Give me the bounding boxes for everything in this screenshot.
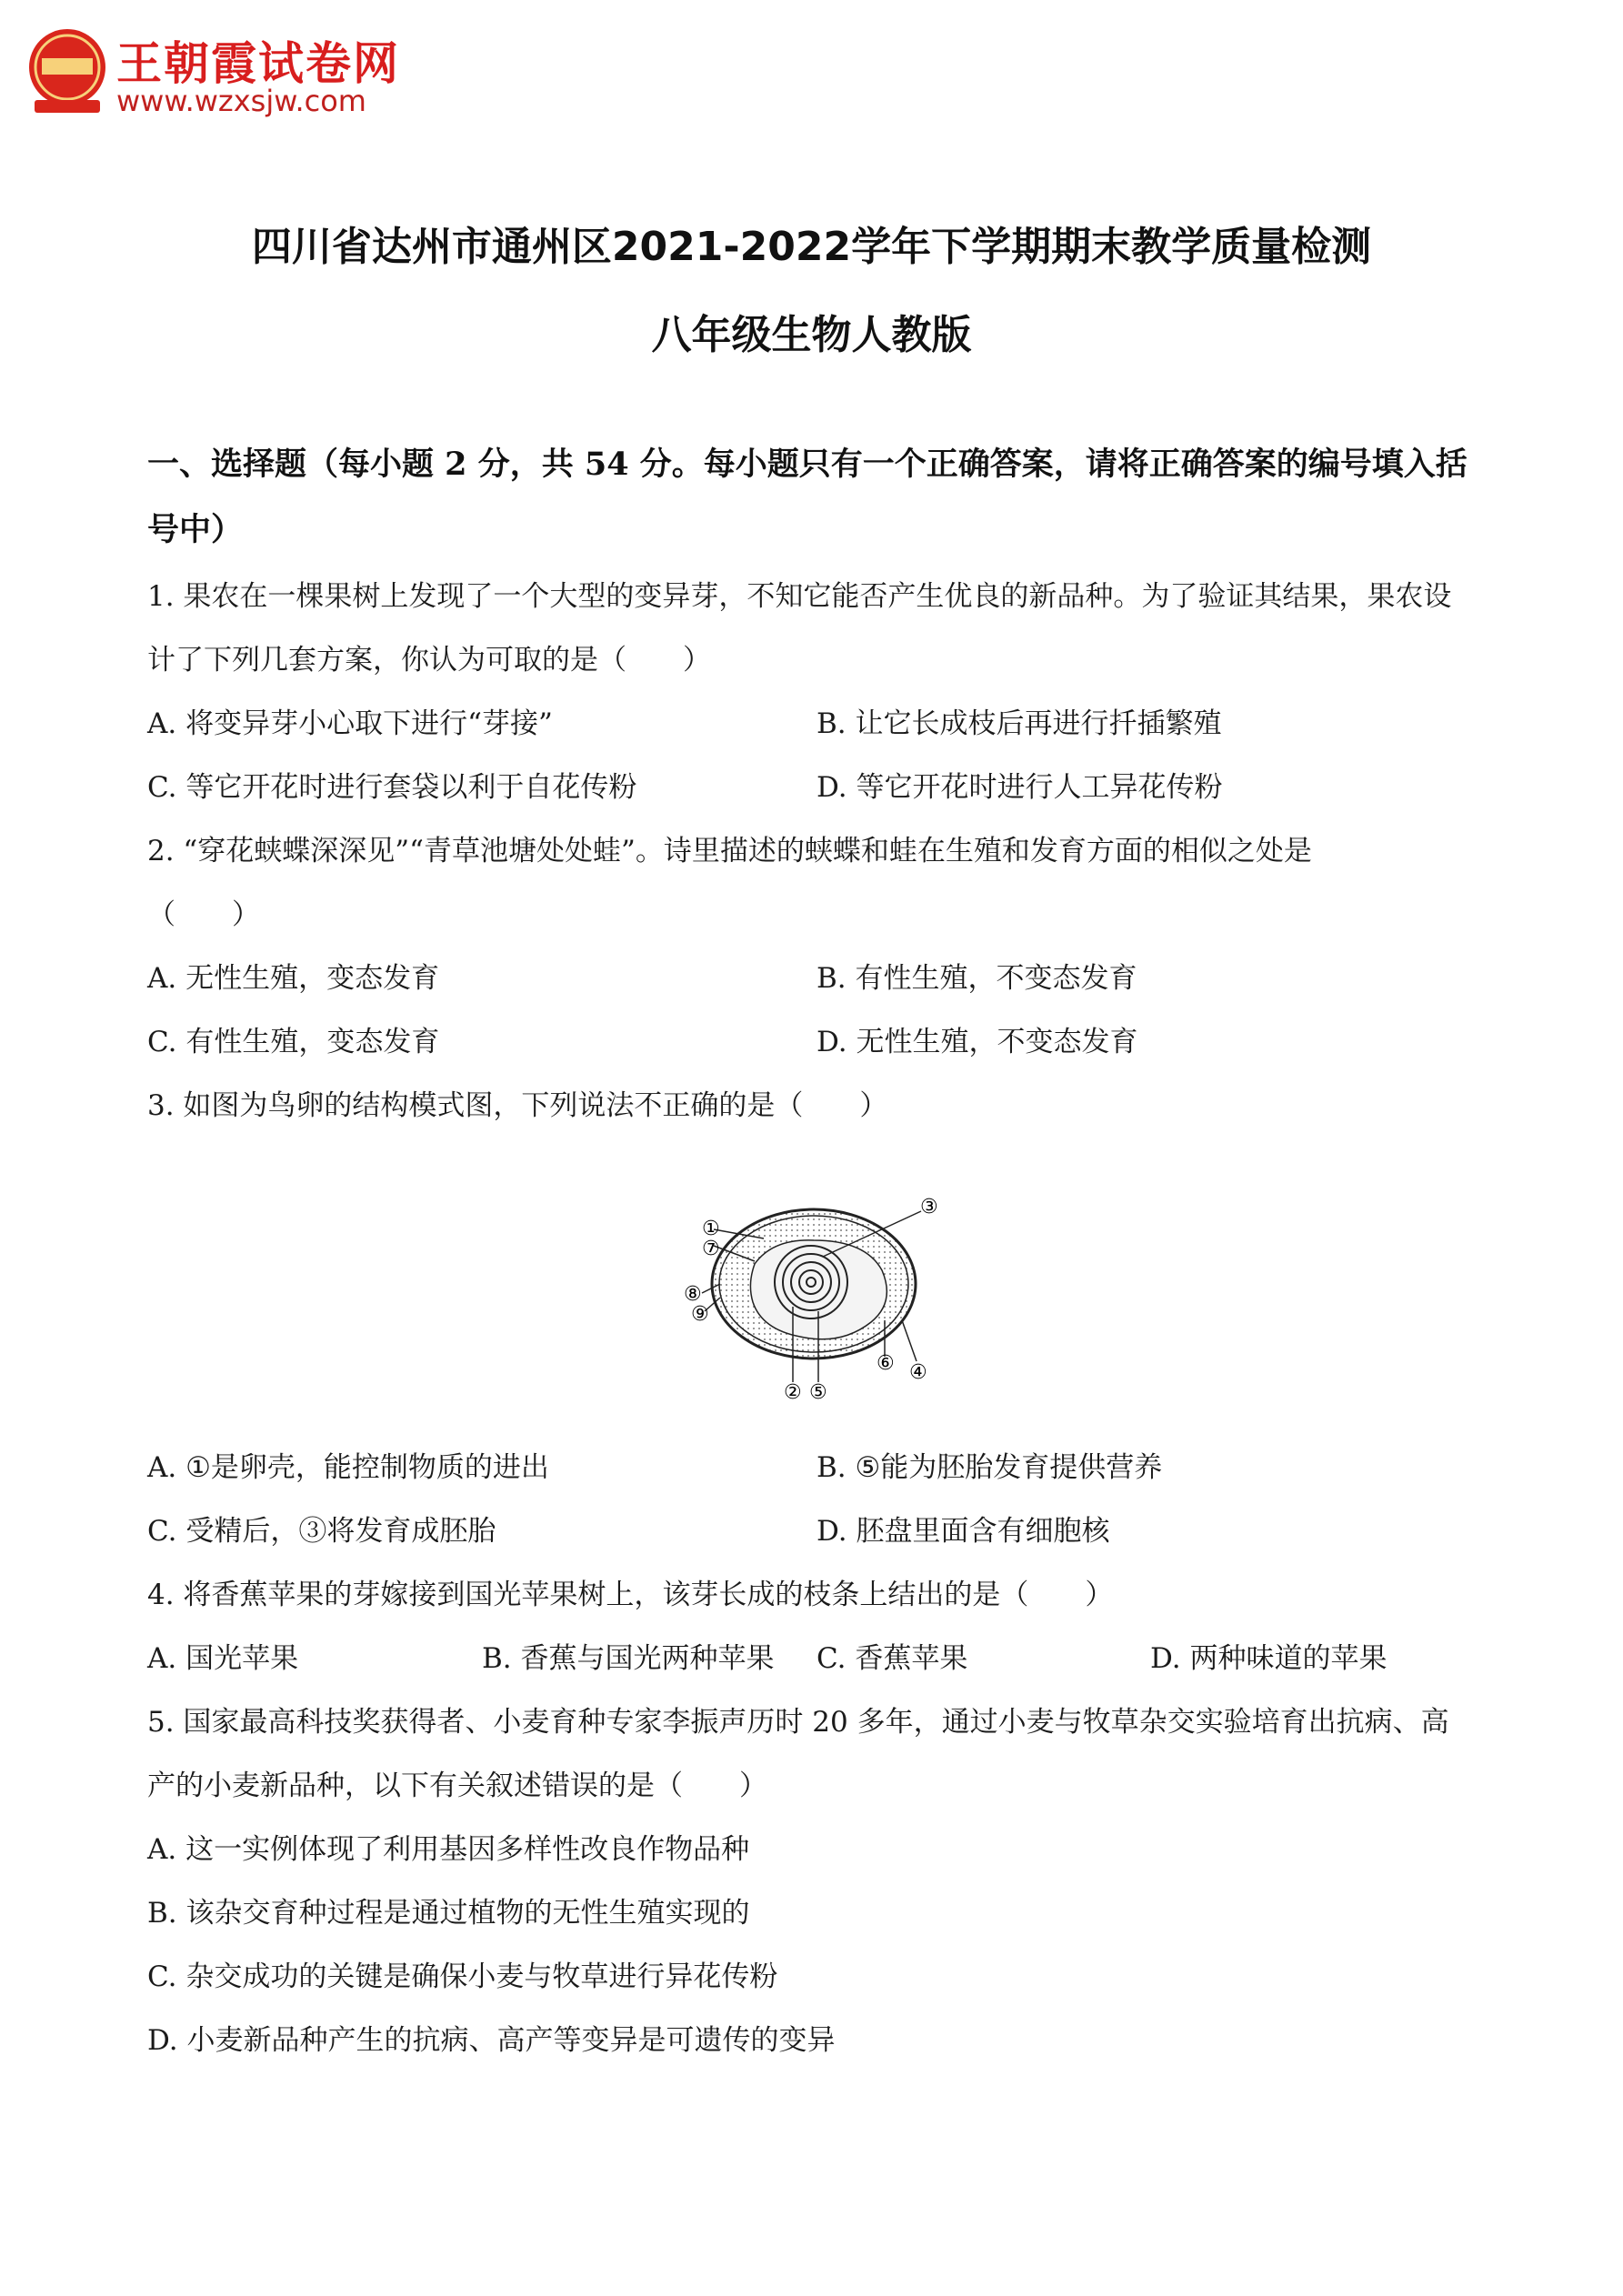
site-logo: [25, 25, 407, 121]
label-8: ⑧: [684, 1283, 702, 1306]
question-4-option-b: B. 香蕉与国光两种苹果: [482, 1642, 775, 1675]
label-3: ③: [920, 1196, 938, 1218]
question-3-option-a: A. ①是卵壳，能控制物质的进出: [147, 1451, 549, 1484]
question-5-option-b: B. 该杂交育种过程是通过植物的无性生殖实现的: [147, 1897, 750, 1930]
question-1-stem-line1: 1. 果农在一棵果树上发现了一个大型的变异芽，不知它能否产生优良的新品种。为了验证其结果，果农设: [147, 580, 1452, 613]
question-5-option-d: D. 小麦新品种产生的抗病、高产等变异是可遗传的变异: [147, 2024, 836, 2057]
question-3-stem: 3. 如图为鸟卵的结构模式图，下列说法不正确的是（ ）: [147, 1089, 888, 1122]
question-5-option-a: A. 这一实例体现了利用基因多样性改良作物品种: [147, 1833, 750, 1866]
site-url: www.wzxsjw.com: [116, 84, 366, 118]
logo-seal-icon: [25, 25, 112, 116]
question-1-option-a: A. 将变异芽小心取下进行“芽接”: [147, 707, 553, 740]
question-1-option-c: C. 等它开花时进行套袋以利于自花传粉: [147, 771, 637, 804]
question-4-stem: 4. 将香蕉苹果的芽嫁接到国光苹果树上，该芽长成的枝条上结出的是（ ）: [147, 1579, 1114, 1611]
label-2: ②: [784, 1381, 802, 1402]
question-1-option-d: D. 等它开花时进行人工异花传粉: [817, 771, 1223, 804]
question-5-stem-line2: 产的小麦新品种，以下有关叙述错误的是（ ）: [147, 1770, 767, 1802]
question-3-option-b: B. ⑤能为胚胎发育提供营养: [817, 1451, 1163, 1484]
page-title: 四川省达州市通州区2021-2022学年下学期期末教学质量检测: [251, 224, 1372, 270]
question-1-stem-line2: 计了下列几套方案，你认为可取的是（ ）: [147, 644, 711, 677]
label-7: ⑦: [702, 1238, 720, 1260]
question-4-option-a: A. 国光苹果: [147, 1642, 299, 1675]
page-subtitle: 八年级生物人教版: [651, 312, 972, 358]
question-2-option-b: B. 有性生殖，不变态发育: [817, 962, 1137, 995]
question-2-option-d: D. 无性生殖，不变态发育: [817, 1026, 1138, 1058]
question-2-stem-line1: 2. “穿花蛱蝶深深见”“青草池塘处处蛙”。诗里描述的蛱蝶和蛙在生殖和发育方面的相似之处是: [147, 835, 1312, 867]
question-2-stem-line2: （ ）: [147, 898, 260, 931]
label-6: ⑥: [877, 1352, 895, 1375]
question-2-option-c: C. 有性生殖，变态发育: [147, 1026, 440, 1058]
question-4-option-d: D. 两种味道的苹果: [1150, 1642, 1388, 1675]
question-2-option-a: A. 无性生殖，变态发育: [147, 962, 440, 995]
bird-egg-diagram: [664, 1184, 964, 1402]
section-heading: 一、选择题（每小题 2 分，共 54 分。每小题只有一个正确答案，请将正确答案的编号填入括号中）: [147, 446, 1468, 548]
leader-line: [902, 1320, 917, 1361]
label-9: ⑨: [691, 1303, 709, 1326]
question-4-option-c: C. 香蕉苹果: [817, 1642, 968, 1675]
label-4: ④: [909, 1361, 927, 1384]
question-5-stem-line1: 5. 国家最高科技奖获得者、小麦育种专家李振声历时 20 多年，通过小麦与牧草杂交实验培育出抗病、高: [147, 1706, 1449, 1739]
question-3-option-d: D. 胚盘里面含有细胞核: [817, 1515, 1110, 1548]
site-name: 王朝霞试卷网: [116, 37, 400, 90]
question-1-option-b: B. 让它长成枝后再进行扦插繁殖: [817, 707, 1222, 740]
label-5: ⑤: [809, 1381, 827, 1402]
label-1: ①: [702, 1218, 720, 1240]
question-5-option-c: C. 杂交成功的关键是确保小麦与牧草进行异花传粉: [147, 1960, 778, 1993]
question-3-option-c: C. 受精后，③将发育成胚胎: [147, 1515, 496, 1548]
